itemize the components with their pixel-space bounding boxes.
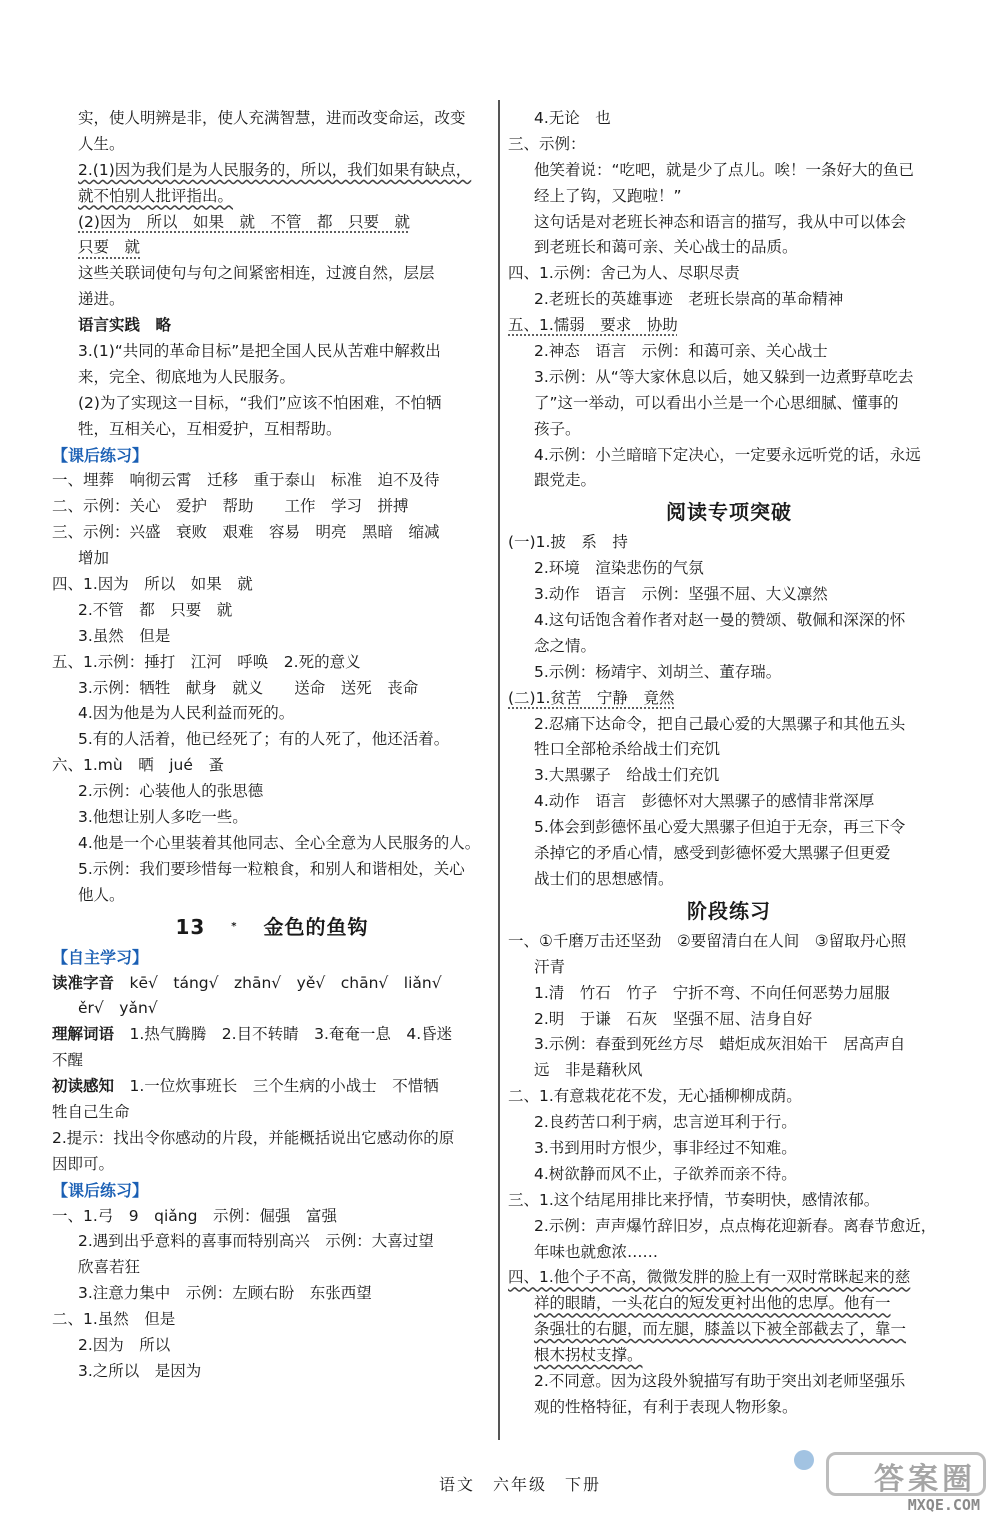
line-text: 汗青 xyxy=(534,957,566,976)
line-text: 他人。 xyxy=(78,885,125,904)
line-text: 理解词语 1.热气腾腾 2.目不转睛 3.奄奄一息 4.昏迷 xyxy=(52,1025,453,1044)
line-text: 二、1.虽然 但是 xyxy=(52,1310,176,1329)
text-line xyxy=(52,1307,492,1333)
line-text: 六、1.mù 晒 jué 蚤 xyxy=(52,756,224,775)
text-line xyxy=(508,556,950,582)
line-text: 人生。 xyxy=(78,134,125,153)
text-line xyxy=(508,582,950,608)
line-text: 3.他想让别人多吃一些。 xyxy=(78,808,248,827)
text-line xyxy=(508,763,950,789)
text-line xyxy=(508,391,950,417)
text-line xyxy=(52,598,492,624)
line-text: 3.大黑骡子 给战士们充饥 xyxy=(534,766,720,785)
section-title: 阅读专项突破 xyxy=(666,500,792,525)
text-line xyxy=(52,805,492,831)
text-line xyxy=(52,624,492,650)
line-text: 5.有的人活着，他已经死了；有的人死了，他还活着。 xyxy=(78,730,450,749)
text-line xyxy=(508,1188,950,1214)
text-line xyxy=(52,494,492,520)
text-line xyxy=(52,184,492,210)
text-line xyxy=(508,1162,950,1188)
text-line xyxy=(508,1395,950,1421)
text-line xyxy=(508,815,950,841)
line-text: 祥的眼睛，一头花白的短发更衬出他的忠厚。他有一 xyxy=(534,1294,891,1313)
line-text: 杀掉它的矛盾心情，感受到彭德怀爱大黑骡子但更爱 xyxy=(534,844,891,863)
text-line xyxy=(508,660,950,686)
text-line xyxy=(52,106,492,132)
section-header: 【课后练习】 xyxy=(52,1180,149,1200)
line-text: 2.不管 都 只要 就 xyxy=(78,600,233,619)
text-line xyxy=(508,686,950,712)
text-line xyxy=(508,789,950,815)
text-line xyxy=(508,287,950,313)
text-line xyxy=(508,1317,950,1343)
line-text: 5.示例：我们要珍惜每一粒粮食，和别人和谐相处，关心 xyxy=(78,859,465,878)
line-text: 1.清 竹石 竹子 宁折不弯、不向任何恶势力屈服 xyxy=(534,983,890,1002)
line-text: 四、1.示例：舍己为人、尽职尽责 xyxy=(508,264,740,283)
text-line xyxy=(52,287,492,313)
line-text: 2.不同意。因为这段外貌描写有助于突出刘老师坚强乐 xyxy=(534,1371,906,1390)
line-text: 递进。 xyxy=(78,290,125,309)
line-text: 三、1.这个结尾用排比来抒情，节奏明快，感情浓郁。 xyxy=(508,1190,880,1209)
line-text: 3.动作 语言 示例：坚强不屈、大义凛然 xyxy=(534,585,828,604)
line-text: (2)为了实现这一目标，“我们”应该不怕困难，不怕牺 xyxy=(78,393,442,412)
lesson-name: 金色的鱼钩 xyxy=(263,914,369,939)
text-line xyxy=(508,1058,950,1084)
text-line xyxy=(508,443,950,469)
lesson-marker: * xyxy=(231,920,238,932)
line-text: 牲自己生命 xyxy=(52,1102,130,1121)
text-line xyxy=(508,1265,950,1291)
text-line xyxy=(508,955,950,981)
line-text: 一、埋葬 响彻云霄 迁移 重于泰山 标准 迫不及待 xyxy=(52,471,440,490)
text-line xyxy=(52,701,492,727)
line-text: 跟党走。 xyxy=(534,471,597,490)
line-text: 4.因为他是为人民利益而死的。 xyxy=(78,704,295,723)
text-line xyxy=(508,158,950,184)
text-line xyxy=(508,261,950,287)
text-line xyxy=(508,1369,950,1395)
line-text: 语言实践 略 xyxy=(78,316,172,335)
text-line xyxy=(508,1214,950,1240)
line-text: (一)1.披 系 持 xyxy=(508,533,628,552)
line-text: 3.之所以 是因为 xyxy=(78,1361,202,1380)
line-text: 观的性格特征，有利于表现人物形象。 xyxy=(534,1397,798,1416)
line-text: 四、1.他个子不高，微微发胖的脸上有一双时常眯起来的慈 xyxy=(508,1268,911,1287)
text-line xyxy=(508,1136,950,1162)
lead-label: 初读感知 xyxy=(52,1077,115,1096)
line-text: 经上了钩，又跑啦！” xyxy=(534,186,682,205)
line-text: 2.示例：声声爆竹辞旧岁，点点梅花迎新春。离春节愈近， xyxy=(534,1216,937,1235)
text-line xyxy=(508,1084,950,1110)
text-line xyxy=(508,106,950,132)
text-line xyxy=(508,417,950,443)
line-text: 牲口全部枪杀给战士们充饥 xyxy=(534,740,721,759)
text-line xyxy=(52,1022,492,1048)
text-line xyxy=(52,520,492,546)
text-line xyxy=(52,996,492,1022)
text-line xyxy=(52,1152,492,1178)
text-line xyxy=(508,184,950,210)
line-text: 孩子。 xyxy=(534,419,581,438)
line-text: 5.示例：杨靖宇、刘胡兰、董存瑞。 xyxy=(534,662,782,681)
text-line xyxy=(52,1204,492,1230)
section-header: 【自主学习】 xyxy=(52,947,149,967)
watermark-title: 答案圈 xyxy=(874,1462,976,1497)
text-line xyxy=(508,313,950,339)
text-line xyxy=(52,546,492,572)
line-text: 不醒 xyxy=(52,1051,84,1070)
line-text: 战士们的思想感情。 xyxy=(534,869,674,888)
line-text: 2.忍痛下达命令，把自己最心爱的大黑骡子和其他五头 xyxy=(534,714,906,733)
line-text: 2.良药苦口利于病，忠言逆耳利于行。 xyxy=(534,1113,797,1132)
line-text: 2.示例：心装他人的张思德 xyxy=(78,782,264,801)
text-line xyxy=(52,132,492,158)
text-line xyxy=(52,158,492,184)
text-line xyxy=(52,1255,492,1281)
text-line xyxy=(508,1110,950,1136)
text-line xyxy=(508,210,950,236)
line-text: 来，完全、彻底地为人民服务。 xyxy=(78,367,296,386)
text-line xyxy=(508,365,950,391)
text-line xyxy=(52,339,492,365)
text-line xyxy=(508,1240,950,1266)
line-text: 二、示例：关心 爱护 帮助 工作 学习 拼搏 xyxy=(52,497,409,516)
left-column xyxy=(52,106,492,1385)
lead-label: 理解词语 xyxy=(52,1025,115,1044)
text-line xyxy=(52,391,492,417)
line-text: 2.遇到出乎意料的喜事而特别高兴 示例：大喜过望 xyxy=(78,1232,434,1251)
line-text: 牲，互相关心，互相爱护，互相帮助。 xyxy=(78,419,342,438)
text-line xyxy=(52,857,492,883)
text-line xyxy=(508,634,950,660)
line-text: 3.注意力集中 示例：左顾右盼 东张西望 xyxy=(78,1284,372,1303)
line-text: 念之情。 xyxy=(534,636,597,655)
line-text: 4.动作 语言 彭德怀对大黑骡子的感情非常深厚 xyxy=(534,792,875,811)
text-line xyxy=(52,779,492,805)
line-text: 到老班长和蔼可亲、关心战士的品质。 xyxy=(534,238,798,257)
line-text: ěr√ yǎn√ xyxy=(78,999,158,1018)
page-footer: 语文 六年级 下册 xyxy=(438,1475,601,1494)
line-text: 条强壮的右腿，而左腿，膝盖以下被全部截去了，靠一 xyxy=(534,1320,907,1339)
text-line xyxy=(52,1333,492,1359)
text-line xyxy=(52,831,492,857)
line-text: 4.这句话饱含着作者对赵一曼的赞颂、敬佩和深深的怀 xyxy=(534,611,906,630)
line-text: 四、1.因为 所以 如果 就 xyxy=(52,575,253,594)
line-text: 二、1.有意栽花花不发，无心插柳柳成荫。 xyxy=(508,1087,802,1106)
text-line xyxy=(508,1007,950,1033)
text-line xyxy=(508,339,950,365)
line-text: 只要 就 xyxy=(78,238,141,257)
line-text: 增加 xyxy=(78,549,110,568)
text-line xyxy=(52,753,492,779)
line-text: 远 非是藉秋风 xyxy=(534,1061,643,1080)
line-text: 4.树欲静而风不止，子欲养而亲不待。 xyxy=(534,1164,797,1183)
text-line xyxy=(52,235,492,261)
line-text: 他笑着说：“吃吧，就是少了点儿。唉！一条好大的鱼已 xyxy=(534,160,915,179)
text-line xyxy=(508,468,950,494)
line-text: (2)因为 所以 如果 就 不管 都 只要 就 xyxy=(78,212,410,231)
line-text: 4.他是一个心里装着其他同志、全心全意为人民服务的人。 xyxy=(78,833,481,852)
text-line xyxy=(52,1126,492,1152)
text-line xyxy=(52,1229,492,1255)
line-text: 因即可。 xyxy=(52,1154,115,1173)
text-line xyxy=(52,572,492,598)
text-line xyxy=(508,530,950,556)
line-text: 3.(1)“共同的革命目标”是把全国人民从苦难中解救出 xyxy=(78,342,441,361)
text-line xyxy=(52,676,492,702)
line-text: 3.示例：从“等大家休息以后，她又躲到一边煮野草吃去 xyxy=(534,367,914,386)
line-text: 3.书到用时方恨少，事非经过不知难。 xyxy=(534,1138,797,1157)
text-line xyxy=(508,132,950,158)
lead-label: 读准字音 xyxy=(52,973,115,992)
line-text: 3.示例：牺牲 献身 就义 送命 送死 丧命 xyxy=(78,678,419,697)
line-text: 5.体会到彭德怀虽心爱大黑骡子但迫于无奈，再三下令 xyxy=(534,818,906,837)
section-header: 【课后练习】 xyxy=(52,445,149,465)
text-line xyxy=(52,650,492,676)
text-line xyxy=(508,235,950,261)
line-text: 3.虽然 但是 xyxy=(78,626,171,645)
line-text: 4.无论 也 xyxy=(534,109,611,127)
text-line xyxy=(508,608,950,634)
text-line xyxy=(52,261,492,287)
text-line xyxy=(52,1074,492,1100)
line-text: 根木拐杖支撑。 xyxy=(534,1346,643,1365)
line-text: 三、示例：兴盛 衰败 艰难 容易 明亮 黑暗 缩减 xyxy=(52,523,440,542)
text-line xyxy=(52,210,492,236)
section-title: 阶段练习 xyxy=(687,898,771,923)
text-line xyxy=(52,971,492,997)
line-text: 五、1.懦弱 要求 协助 xyxy=(508,316,678,335)
line-text: 年味也就愈浓…… xyxy=(534,1242,659,1261)
line-text: 2.因为 所以 xyxy=(78,1335,171,1354)
text-line xyxy=(52,468,492,494)
line-text: 这些关联词使句与句之间紧密相连，过渡自然，层层 xyxy=(78,264,435,283)
line-text: 2.明 于谦 石灰 坚强不屈、洁身自好 xyxy=(534,1009,813,1028)
right-column xyxy=(508,106,950,1421)
line-text: 2.老班长的英雄事迹 老班长崇高的革命精神 xyxy=(534,290,844,309)
text-line xyxy=(508,1291,950,1317)
text-line xyxy=(52,1359,492,1385)
text-line xyxy=(508,981,950,1007)
watermark xyxy=(816,1452,986,1514)
text-line xyxy=(508,1343,950,1369)
text-line xyxy=(52,727,492,753)
text-line xyxy=(52,313,492,339)
text-line xyxy=(508,737,950,763)
watermark-url: MXQE.COM xyxy=(907,1496,980,1514)
line-text: 初读感知 1.一位炊事班长 三个生病的小战士 不惜牺 xyxy=(52,1077,439,1096)
text-line xyxy=(52,1048,492,1074)
line-text: 三、示例： xyxy=(508,134,586,153)
lesson-title xyxy=(52,909,492,945)
line-text: 一、1.弓 9 qiǎng 示例：倔强 富强 xyxy=(52,1206,337,1225)
line-text: 了”这一举动，可以看出小兰是一个心思细腻、懂事的 xyxy=(534,393,899,412)
line-text: 2.环境 渲染悲伤的气氛 xyxy=(534,559,704,578)
line-text: 实，使人明辨是非，使人充满智慧，进而改变命运，改变 xyxy=(78,109,466,127)
text-line xyxy=(52,365,492,391)
line-text: 2.神态 语言 示例：和蔼可亲、关心战士 xyxy=(534,342,828,361)
bird-logo-icon xyxy=(794,1450,814,1470)
line-text: 五、1.示例：捶打 江河 呼唤 2.死的意义 xyxy=(52,652,361,671)
line-text: 这句话是对老班长神态和语言的描写，我从中可以体会 xyxy=(534,212,907,231)
line-text: 2.(1)因为我们是为人民服务的，所以，我们如果有缺点， xyxy=(78,160,472,179)
line-text: (二)1.贫苦 宁静 竟然 xyxy=(508,688,675,707)
text-line xyxy=(52,417,492,443)
text-line xyxy=(52,883,492,909)
text-line xyxy=(52,1281,492,1307)
column-divider xyxy=(498,100,500,1440)
text-line xyxy=(508,1032,950,1058)
text-line xyxy=(52,1100,492,1126)
text-line xyxy=(508,867,950,893)
line-text: 读准字音 kē√ táng√ zhān√ yě√ chān√ liǎn√ xyxy=(52,973,442,992)
line-text: 一、①千磨万击还坚劲 ②要留清白在人间 ③留取丹心照 xyxy=(508,931,907,950)
text-line xyxy=(508,712,950,738)
line-text: 4.示例：小兰暗暗下定决心，一定要永远听党的话，永远 xyxy=(534,445,921,464)
line-text: 欣喜若狂 xyxy=(78,1258,141,1277)
text-line xyxy=(508,929,950,955)
line-text: 2.提示：找出令你感动的片段，并能概括说出它感动你的原 xyxy=(52,1128,455,1147)
text-line xyxy=(508,841,950,867)
lesson-number: 13 xyxy=(175,914,206,939)
line-text: 3.示例：春蚕到死丝方尽 蜡炬成灰泪始干 居高声自 xyxy=(534,1035,906,1054)
line-text: 就不怕别人批评指出。 xyxy=(78,186,234,205)
